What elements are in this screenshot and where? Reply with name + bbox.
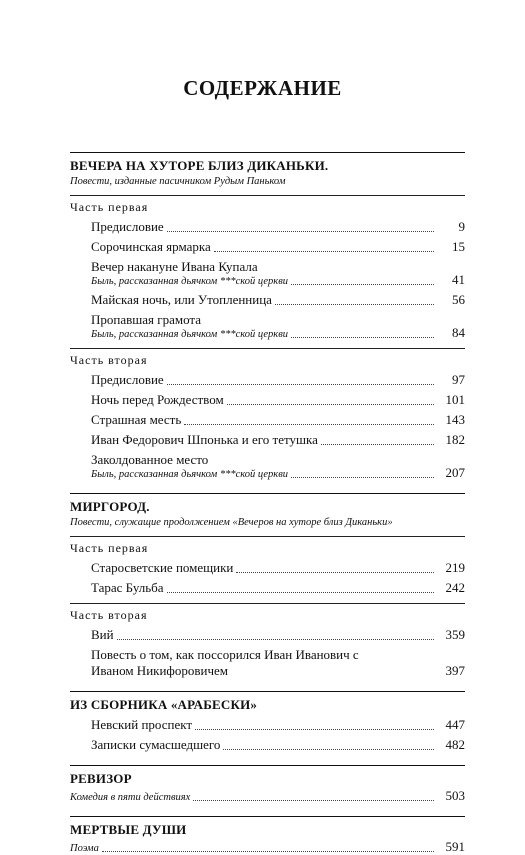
entry-title: Вечер накануне Ивана Купала <box>91 259 258 274</box>
entry-title-line <box>91 737 437 753</box>
section-subtitle: Комедия в пяти действиях <box>70 792 191 803</box>
section-subtitle-line <box>70 791 437 804</box>
section-heading: МИРГОРОД. <box>70 493 465 515</box>
entry-title-line <box>91 627 437 643</box>
section-subtitle-entry <box>70 788 465 804</box>
page-number: 15 <box>452 239 465 254</box>
toc-entry-text <box>91 239 437 255</box>
entry-subtitle: Быль, рассказанная дьячком ***ской церкви <box>91 329 289 340</box>
dot-leader <box>193 800 434 801</box>
entry-subtitle-line <box>91 275 437 288</box>
entry-title: Ночь перед Рождеством <box>91 392 224 407</box>
section-subtitle: Повести, служащие продолжением «Вечеров на хуторе близ Диканьки» <box>70 517 393 528</box>
dot-leader <box>291 284 434 285</box>
toc-entry <box>91 560 465 576</box>
dot-leader <box>195 729 434 730</box>
toc-entry-text <box>91 219 437 235</box>
dot-leader <box>214 251 434 252</box>
toc-entry <box>91 392 465 408</box>
part-label: Часть первая <box>70 195 465 215</box>
page-number: 41 <box>452 272 465 287</box>
toc-entry-text <box>91 392 437 408</box>
entry-title-line <box>91 717 437 733</box>
entry-title: Повесть о том, как поссорился Иван Иванович с Иваном Никифоровичем <box>91 647 359 678</box>
page-number: 56 <box>452 292 465 307</box>
toc-entry <box>91 219 465 235</box>
entry-subtitle: Быль, рассказанная дьячком ***ской церкви <box>91 276 289 287</box>
entry-title: Вий <box>91 627 114 642</box>
toc-entry <box>91 312 465 341</box>
dot-leader <box>321 444 434 445</box>
section-heading: РЕВИЗОР <box>70 765 465 787</box>
toc-entry-text <box>91 627 437 643</box>
dot-leader <box>227 404 434 405</box>
page-number: 84 <box>452 325 465 340</box>
dot-leader <box>184 424 434 425</box>
dot-leader <box>117 639 434 640</box>
toc-entry-text <box>91 432 437 448</box>
table-of-contents <box>70 152 465 855</box>
entry-subtitle-line <box>91 328 437 341</box>
dot-leader <box>236 572 434 573</box>
page-number: 143 <box>445 412 465 427</box>
entry-subtitle-line <box>91 468 437 481</box>
toc-entry-text <box>91 312 437 341</box>
section-heading: МЕРТВЫЕ ДУШИ <box>70 816 465 838</box>
entry-title-line <box>91 560 437 576</box>
toc-entry <box>91 372 465 388</box>
section-subtitle: Повести, изданные пасичником Рудым Паньком <box>70 176 286 187</box>
entry-title-line <box>91 392 437 408</box>
toc-section <box>70 152 465 481</box>
toc-entry-text <box>91 737 437 753</box>
dot-leader <box>167 592 434 593</box>
toc-entry <box>91 432 465 448</box>
entry-title-line <box>91 580 437 596</box>
dot-leader <box>167 384 434 385</box>
toc-entry-text <box>91 292 437 308</box>
section-subtitle: Поэма <box>70 843 99 854</box>
page-title: СОДЕРЖАНИЕ <box>183 76 342 100</box>
page-number: 359 <box>445 627 465 642</box>
page-number: 219 <box>445 560 465 575</box>
section-heading: ИЗ СБОРНИКА «АРАБЕСКИ» <box>70 691 465 713</box>
toc-entry <box>91 292 465 308</box>
entry-title: Предисловие <box>91 372 164 387</box>
page-number: 482 <box>445 737 465 752</box>
part-label: Часть вторая <box>70 348 465 368</box>
entry-title-line <box>91 432 437 448</box>
entry-subtitle: Быль, рассказанная дьячком ***ской церкви <box>91 469 289 480</box>
section-heading: ВЕЧЕРА НА ХУТОРЕ БЛИЗ ДИКАНЬКИ. <box>70 152 465 174</box>
entry-title: Записки сумасшедшего <box>91 737 221 752</box>
toc-entry <box>91 717 465 733</box>
dot-leader <box>223 749 434 750</box>
page-number: 591 <box>445 839 465 854</box>
entry-title: Майская ночь, или Утопленница <box>91 292 272 307</box>
toc-entry <box>91 452 465 481</box>
page-number: 503 <box>445 788 465 803</box>
toc-entry <box>91 737 465 753</box>
section-subtitle-line <box>70 842 437 855</box>
page-number: 97 <box>452 372 465 387</box>
toc-section <box>70 493 465 679</box>
toc-entry <box>91 580 465 596</box>
toc-section <box>70 816 465 855</box>
page-number: 447 <box>445 717 465 732</box>
section-subtitle-entry <box>70 839 465 855</box>
page-number: 182 <box>445 432 465 447</box>
toc-entry-text <box>91 647 437 679</box>
toc-entry <box>91 259 465 288</box>
entry-title: Невский проспект <box>91 717 193 732</box>
toc-entry <box>91 627 465 643</box>
entry-title: Старосветские помещики <box>91 560 234 575</box>
entry-title-line <box>91 292 437 308</box>
entry-title: Страшная месть <box>91 412 182 427</box>
page-number: 101 <box>445 392 465 407</box>
entry-title: Тарас Бульба <box>91 580 164 595</box>
entry-title: Сорочинская ярмарка <box>91 239 211 254</box>
dot-leader <box>102 851 434 852</box>
entry-title-line <box>91 219 437 235</box>
part-label: Часть первая <box>70 536 465 556</box>
entry-title-line <box>91 239 437 255</box>
toc-entry <box>91 647 465 679</box>
toc-entry-text <box>91 452 437 481</box>
entry-title: Пропавшая грамота <box>91 312 202 327</box>
entry-title-line <box>91 372 437 388</box>
entry-title-line <box>91 412 437 428</box>
toc-entry <box>91 412 465 428</box>
toc-entry-text <box>91 580 437 596</box>
toc-entry-text <box>91 560 437 576</box>
toc-entry-text <box>91 259 437 288</box>
dot-leader <box>291 477 434 478</box>
toc-entry-text <box>91 412 437 428</box>
toc-entry-text <box>91 717 437 733</box>
entry-title: Предисловие <box>91 219 164 234</box>
page-number: 207 <box>445 465 465 480</box>
page-number: 397 <box>445 663 465 678</box>
entry-title: Иван Федорович Шпонька и его тетушка <box>91 432 318 447</box>
toc-entry-text <box>91 372 437 388</box>
dot-leader <box>167 231 434 232</box>
dot-leader <box>291 337 434 338</box>
toc-entry <box>91 239 465 255</box>
toc-section <box>70 765 465 804</box>
entry-title: Заколдованное место <box>91 452 209 467</box>
part-label: Часть вторая <box>70 603 465 623</box>
page-number: 242 <box>445 580 465 595</box>
dot-leader <box>275 304 434 305</box>
page-number: 9 <box>458 219 465 234</box>
toc-section <box>70 691 465 753</box>
